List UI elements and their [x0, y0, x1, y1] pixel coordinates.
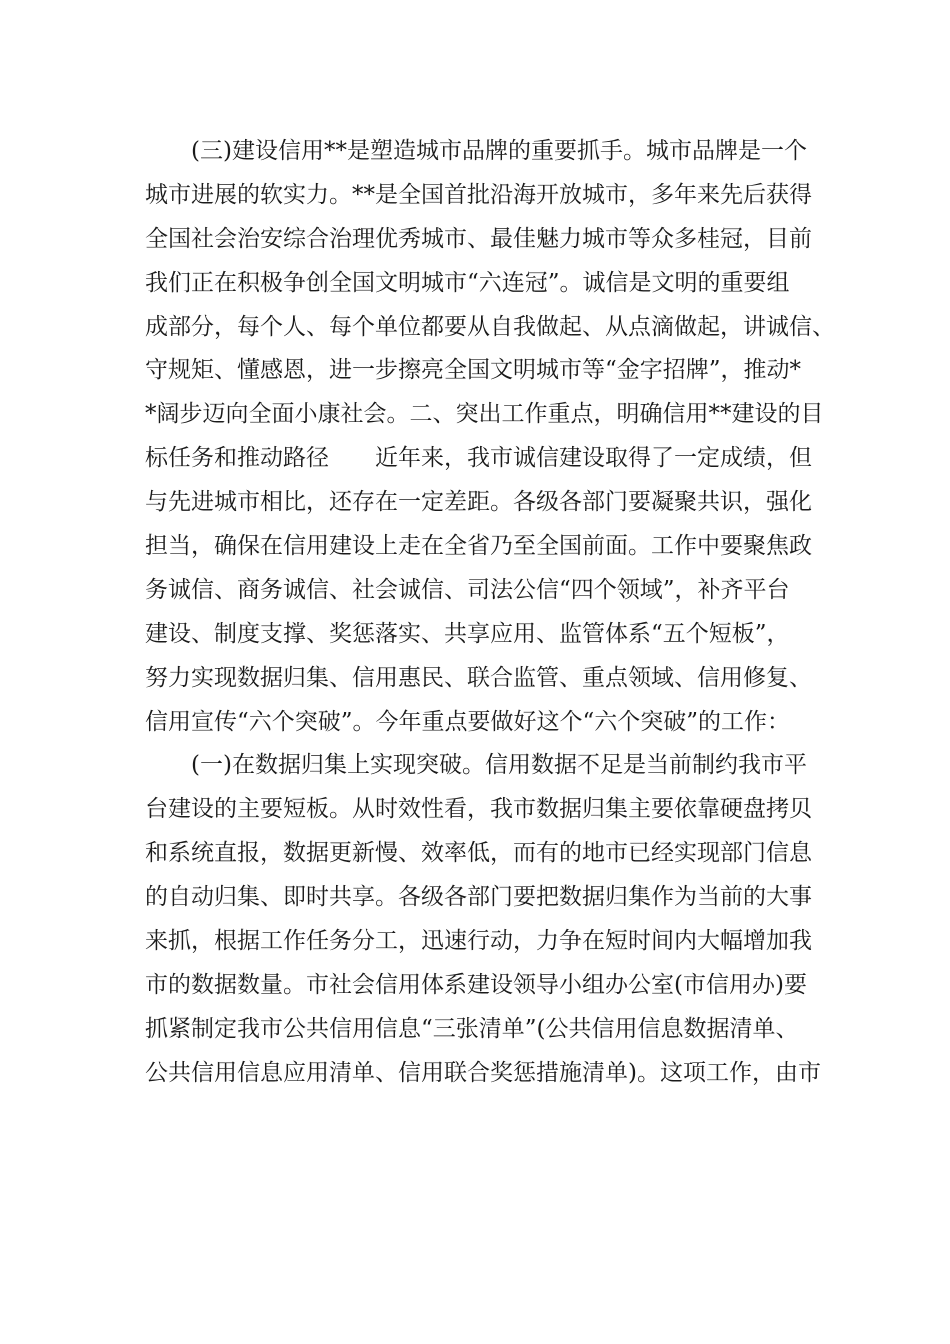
text-line: (三)建设信用**是塑造城市品牌的重要抓手。城市品牌是一个: [145, 138, 807, 164]
text-line: 努力实现数据归集、信用惠民、联合监管、重点领域、信用修复、: [145, 664, 812, 691]
text-line: 守规矩、懂感恩，进一步擦亮全国文明城市等“金字招牌”，推动*: [145, 357, 802, 384]
text-line: 成部分，每个人、每个单位都要从自我做起、从点滴做起，讲诚信、: [145, 313, 835, 340]
text-line: 务诚信、商务诚信、社会诚信、司法公信“四个领域”，补齐平台: [145, 576, 790, 603]
text-line: 我们正在积极争创全国文明城市“六连冠”。诚信是文明的重要组: [145, 269, 790, 296]
text-line: 公共信用信息应用清单、信用联合奖惩措施清单)。这项工作，由市: [145, 1059, 821, 1086]
text-line: 标任务和推动路径 近年来，我市诚信建设取得了一定成绩，但: [145, 445, 812, 472]
text-line: 来抓，根据工作任务分工，迅速行动，力争在短时间内大幅增加我: [145, 928, 812, 955]
text-line: 与先进城市相比，还存在一定差距。各级各部门要凝聚共识，强化: [145, 489, 812, 516]
text-line: 市的数据数量。市社会信用体系建设领导小组办公室(市信用办)要: [145, 971, 807, 998]
document-body: [145, 130, 835, 1096]
text-line: 担当，确保在信用建设上走在全省乃至全国前面。工作中要聚焦政: [145, 533, 812, 560]
text-line: (一)在数据归集上实现突破。信用数据不足是当前制约我市平: [145, 752, 807, 779]
text-line: 城市进展的软实力。**是全国首批沿海开放城市，多年来先后获得: [145, 181, 812, 208]
text-line: 抓紧制定我市公共信用信息“三张清单”(公共信用信息数据清单、: [145, 1015, 799, 1042]
text-line: 的自动归集、即时共享。各级各部门要把数据归集作为当前的大事: [145, 884, 812, 911]
text-line: 全国社会治安综合治理优秀城市、最佳魅力城市等众多桂冠，目前: [145, 225, 812, 252]
text-line: 和系统直报，数据更新慢、效率低，而有的地市已经实现部门信息: [145, 840, 812, 867]
text-line: 信用宣传“六个突破”。今年重点要做好这个“六个突破”的工作：: [145, 708, 791, 735]
text-line: 台建设的主要短板。从时效性看，我市数据归集主要依靠硬盘拷贝: [145, 796, 812, 823]
text-line: 建设、制度支撑、奖惩落实、共享应用、监管体系“五个短板”，: [145, 620, 790, 647]
text-line: *阔步迈向全面小康社会。二、突出工作重点，明确信用**建设的目: [145, 401, 824, 428]
